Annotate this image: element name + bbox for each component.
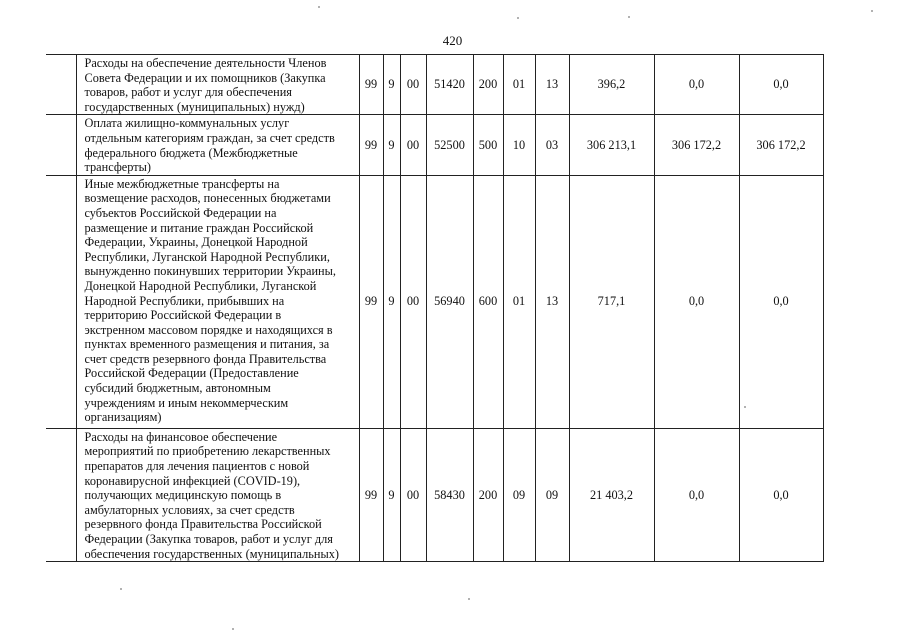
code-cell: 00 <box>400 175 426 428</box>
table-row <box>46 428 823 561</box>
code-cell: 500 <box>473 115 503 175</box>
code-cell: 01 <box>503 55 535 115</box>
amount-cell: 0,0 <box>654 55 739 115</box>
code-cell: 9 <box>383 428 400 561</box>
amount-cell: 0,0 <box>739 175 823 428</box>
code-cell: 00 <box>400 55 426 115</box>
code-cell: 9 <box>383 115 400 175</box>
budget-table <box>46 54 824 562</box>
blank-cell <box>46 115 76 175</box>
scan-speck <box>744 406 746 408</box>
amount-cell: 306 172,2 <box>654 115 739 175</box>
code-cell: 03 <box>535 115 569 175</box>
expense-description-cell: Расходы на финансовое обеспечение мероприятий по приобретению лекарственных препаратов для лечения пациентов с новой коронавирусной инфекцией (COVID-19), получающих медицинскую помощь в амбулаторных условиях, за счет средств резервного фонда Правительства Российской Федерации (Закупка товаров, работ и услуг для обеспечения государственных (муниципальных) <box>76 428 359 561</box>
blank-cell <box>46 55 76 115</box>
amount-cell: 0,0 <box>739 55 823 115</box>
scan-speck <box>468 598 470 600</box>
scan-speck <box>628 16 630 18</box>
scan-speck <box>232 628 234 630</box>
code-cell: 10 <box>503 115 535 175</box>
amount-cell: 0,0 <box>654 428 739 561</box>
code-cell: 00 <box>400 428 426 561</box>
code-cell: 52500 <box>426 115 473 175</box>
expense-description-cell: Оплата жилищно-коммунальных услуг отдельным категориям граждан, за счет средств федерального бюджета (Межбюджетные трансферты) <box>76 115 359 175</box>
amount-cell: 396,2 <box>569 55 654 115</box>
table-row <box>46 175 823 428</box>
amount-cell: 0,0 <box>739 428 823 561</box>
table-row <box>46 55 823 115</box>
amount-cell: 0,0 <box>654 175 739 428</box>
amount-cell: 21 403,2 <box>569 428 654 561</box>
blank-cell <box>46 428 76 561</box>
code-cell: 200 <box>473 55 503 115</box>
code-cell: 99 <box>359 175 383 428</box>
amount-cell: 306 172,2 <box>739 115 823 175</box>
page-number: 420 <box>442 33 463 48</box>
amount-cell: 717,1 <box>569 175 654 428</box>
table-row <box>46 115 823 175</box>
scan-speck <box>871 10 873 12</box>
code-cell: 51420 <box>426 55 473 115</box>
code-cell: 99 <box>359 55 383 115</box>
code-cell: 09 <box>535 428 569 561</box>
code-cell: 99 <box>359 115 383 175</box>
code-cell: 01 <box>503 175 535 428</box>
code-cell: 600 <box>473 175 503 428</box>
code-cell: 58430 <box>426 428 473 561</box>
code-cell: 56940 <box>426 175 473 428</box>
expense-description-cell: Иные межбюджетные трансферты на возмещение расходов, понесенных бюджетами субъектов Российской Федерации на размещение и питание граждан Российской Федерации, Украины, Донецкой Народной Республики, Луганской Народной Республики, вынужденно покинувших территории Украины, Донецкой Народной Республики, Луганской Народной Республики, прибывших на территорию Российской Федерации в экстренном массовом порядке и находящихся в пунктах временного размещения и питания, за счет средств резервного фонда Правительства Российской Федерации (Предоставление субсидий бюджетным, автономным учреждениям и иным некоммерческим организациям) <box>76 175 359 428</box>
scan-speck <box>318 6 320 8</box>
code-cell: 9 <box>383 55 400 115</box>
expense-description-cell: Расходы на обеспечение деятельности Членов Совета Федерации и их помощников (Закупка товаров, работ и услуг для обеспечения государственных (муниципальных) нужд) <box>76 55 359 115</box>
amount-cell: 306 213,1 <box>569 115 654 175</box>
code-cell: 200 <box>473 428 503 561</box>
code-cell: 13 <box>535 55 569 115</box>
code-cell: 09 <box>503 428 535 561</box>
code-cell: 9 <box>383 175 400 428</box>
code-cell: 13 <box>535 175 569 428</box>
blank-cell <box>46 175 76 428</box>
code-cell: 99 <box>359 428 383 561</box>
scan-speck <box>517 17 519 19</box>
code-cell: 00 <box>400 115 426 175</box>
scan-speck <box>120 588 122 590</box>
